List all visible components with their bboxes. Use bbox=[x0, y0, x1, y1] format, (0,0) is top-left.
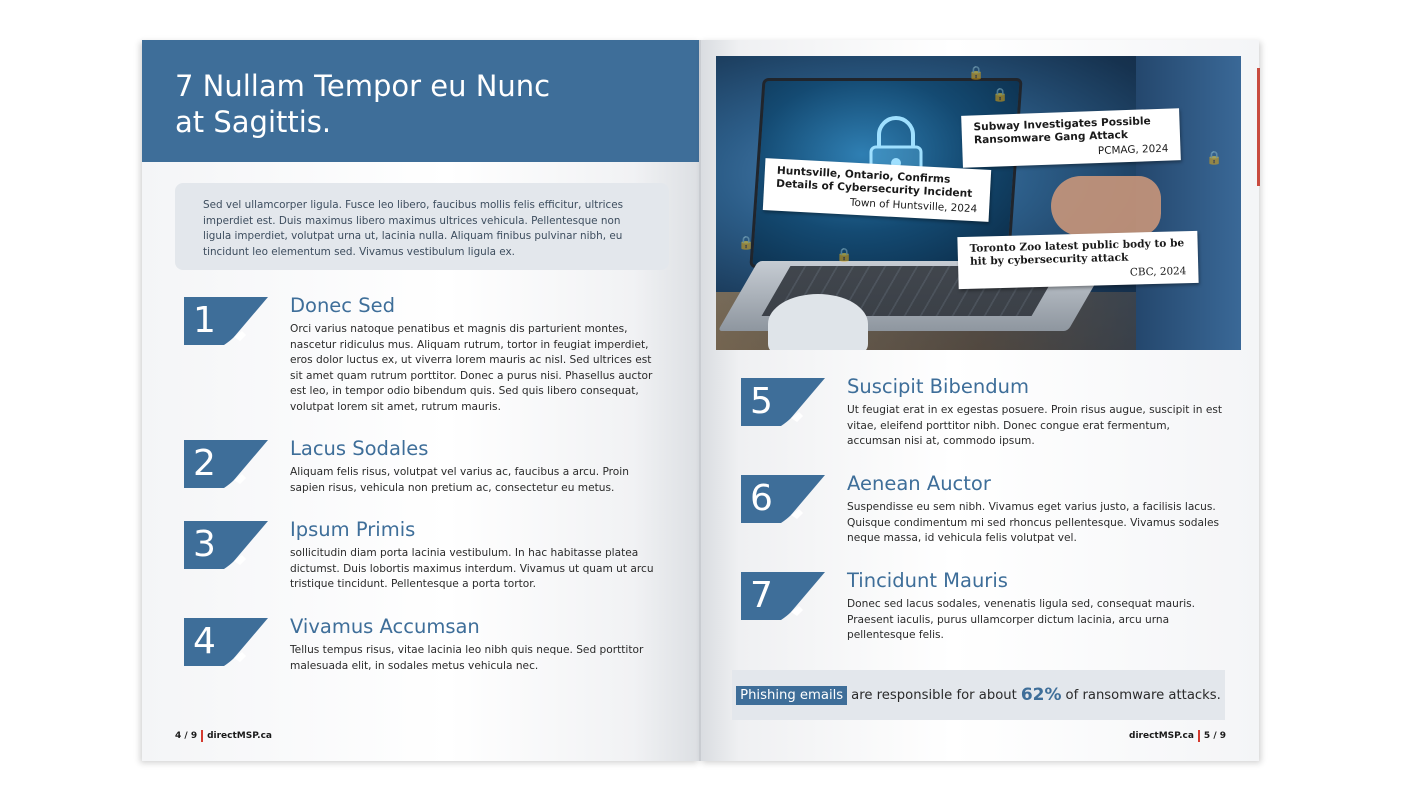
number-badge bbox=[741, 378, 825, 428]
item-number: 5 bbox=[750, 381, 773, 422]
laptop-photo bbox=[716, 56, 1241, 350]
stat-highlight: Phishing emails bbox=[736, 686, 847, 705]
page-title: 7 Nullam Tempor eu Nunc at Sagittis. bbox=[175, 69, 551, 139]
number-badge bbox=[741, 475, 825, 525]
item-number: 2 bbox=[193, 443, 216, 484]
news-clipping bbox=[957, 231, 1198, 289]
item-title: Tincidunt Mauris bbox=[847, 569, 1008, 592]
stat-percent: 62% bbox=[1020, 685, 1062, 705]
footer-right bbox=[1129, 730, 1226, 742]
page-number: 4 / 9 bbox=[175, 731, 198, 741]
footer-divider bbox=[201, 730, 203, 742]
item-body: Donec sed lacus sodales, venenatis ligula sed, consequat mauris. Praesent iaculis, purus ullamcorper dictum lacinia, arcu urna pellentesque felis. bbox=[847, 598, 1196, 642]
item-title: Aenean Auctor bbox=[847, 472, 991, 495]
number-badge bbox=[184, 521, 268, 571]
item-title: Vivamus Accumsan bbox=[290, 615, 480, 638]
site-name: directMSP.ca bbox=[207, 731, 272, 741]
lock-icon: 🔒 bbox=[738, 236, 755, 251]
intro-box: Sed vel ullamcorper ligula. Fusce leo libero, faucibus mollis felis efficitur, ultrices imperdiet est. Duis maximus libero maximus ultrices vehicula. Pellentesque non ligula imperdiet, volutpat urna ut, lacinia nulla. Aliquam finibus pulvinar nibh, eu tincidunt leo elementum sed. Vivamus vestibulum ligula ex. bbox=[175, 183, 669, 270]
page-edge-tab bbox=[1257, 68, 1260, 186]
item-title: Donec Sed bbox=[290, 294, 395, 317]
page-number: 5 / 9 bbox=[1203, 731, 1226, 741]
lock-icon: 🔒 bbox=[968, 66, 985, 81]
number-badge bbox=[184, 440, 268, 490]
item-number: 7 bbox=[750, 575, 773, 616]
site-name: directMSP.ca bbox=[1129, 731, 1194, 741]
number-badge bbox=[184, 297, 268, 347]
number-badge bbox=[184, 618, 268, 668]
left-page bbox=[142, 40, 700, 761]
item-number: 4 bbox=[193, 621, 216, 662]
item-body: Orci varius natoque penatibus et magnis dis parturient montes, nascetur ridiculus mus. Aliquam rutrum, tortor in feugiat imperdiet, eros dolor luctus ex, ut viverra lorem mauris ac nisl. Sed ultrices est sit amet quam rutrum porttitor. Donec a purus nisi. Phasellus auctor est leo, in tempor odio bibendum quis. Sed quis libero consequat, volutpat lorem sit amet, rutrum mauris. bbox=[290, 323, 653, 413]
item-body: Suspendisse eu sem nibh. Vivamus eget varius justo, a facilisis lacus. Quisque condimentum mi sed rhoncus pellentesque. Vivamus sodales neque massa, id vehicula felis volutpat vel. bbox=[847, 501, 1219, 545]
news-clipping bbox=[961, 108, 1181, 168]
clipping-title: Huntsville, Ontario, Confirms Details of Cybersecurity Incident bbox=[775, 164, 973, 200]
item-title: Suscipit Bibendum bbox=[847, 375, 1029, 398]
stat-suffix: of ransomware attacks. bbox=[1065, 687, 1221, 703]
statistic-callout bbox=[732, 670, 1225, 720]
clipping-source: PCMAG, 2024 bbox=[1097, 142, 1169, 158]
clipping-title: Subway Investigates Possible Ransomware Gang Attack bbox=[973, 115, 1151, 147]
book-spine bbox=[699, 40, 701, 761]
item-body: Ut feugiat erat in ex egestas posuere. Proin risus augue, suscipit in est vitae, eleifend porttitor nibh. Donec congue erat fermentum, accumsan nisi at, commodo ipsum. bbox=[847, 404, 1223, 448]
footer-left bbox=[175, 730, 272, 742]
item-body: Tellus tempus risus, vitae lacinia leo nibh quis neque. Sed porttitor malesuada elit, in sodales metus vehicula nec. bbox=[290, 644, 644, 672]
lock-icon: 🔒 bbox=[836, 248, 853, 263]
item-number: 1 bbox=[193, 300, 216, 341]
lock-icon: 🔒 bbox=[992, 88, 1009, 103]
item-body: sollicitudin diam porta lacinia vestibulum. In hac habitasse platea dictumst. Duis lobortis maximus interdum. Vivamus ut quam ut arcu tristique tincidunt. Pellentesque a porta tortor. bbox=[290, 547, 654, 591]
item-number: 3 bbox=[193, 524, 216, 565]
item-title: Ipsum Primis bbox=[290, 518, 416, 541]
item-body: Aliquam felis risus, volutpat vel varius ac, faucibus a arcu. Proin sapien risus, vehicula non pretium ac, consectetur eu metus. bbox=[290, 466, 629, 494]
right-page bbox=[700, 40, 1259, 761]
footer-divider bbox=[1198, 730, 1200, 742]
clipping-source: Town of Huntsville, 2024 bbox=[849, 196, 978, 216]
clipping-title: Toronto Zoo latest public body to be hit by cybersecurity attack bbox=[969, 237, 1185, 268]
number-badge bbox=[741, 572, 825, 622]
header-band bbox=[142, 40, 700, 162]
lock-icon: 🔒 bbox=[1206, 151, 1223, 166]
item-title: Lacus Sodales bbox=[290, 437, 429, 460]
person-hand bbox=[1051, 176, 1161, 236]
clipping-source: CBC, 2024 bbox=[1129, 265, 1187, 279]
coffee-cup bbox=[768, 294, 868, 350]
item-number: 6 bbox=[750, 478, 773, 519]
stat-prefix: are responsible for about bbox=[851, 687, 1017, 703]
